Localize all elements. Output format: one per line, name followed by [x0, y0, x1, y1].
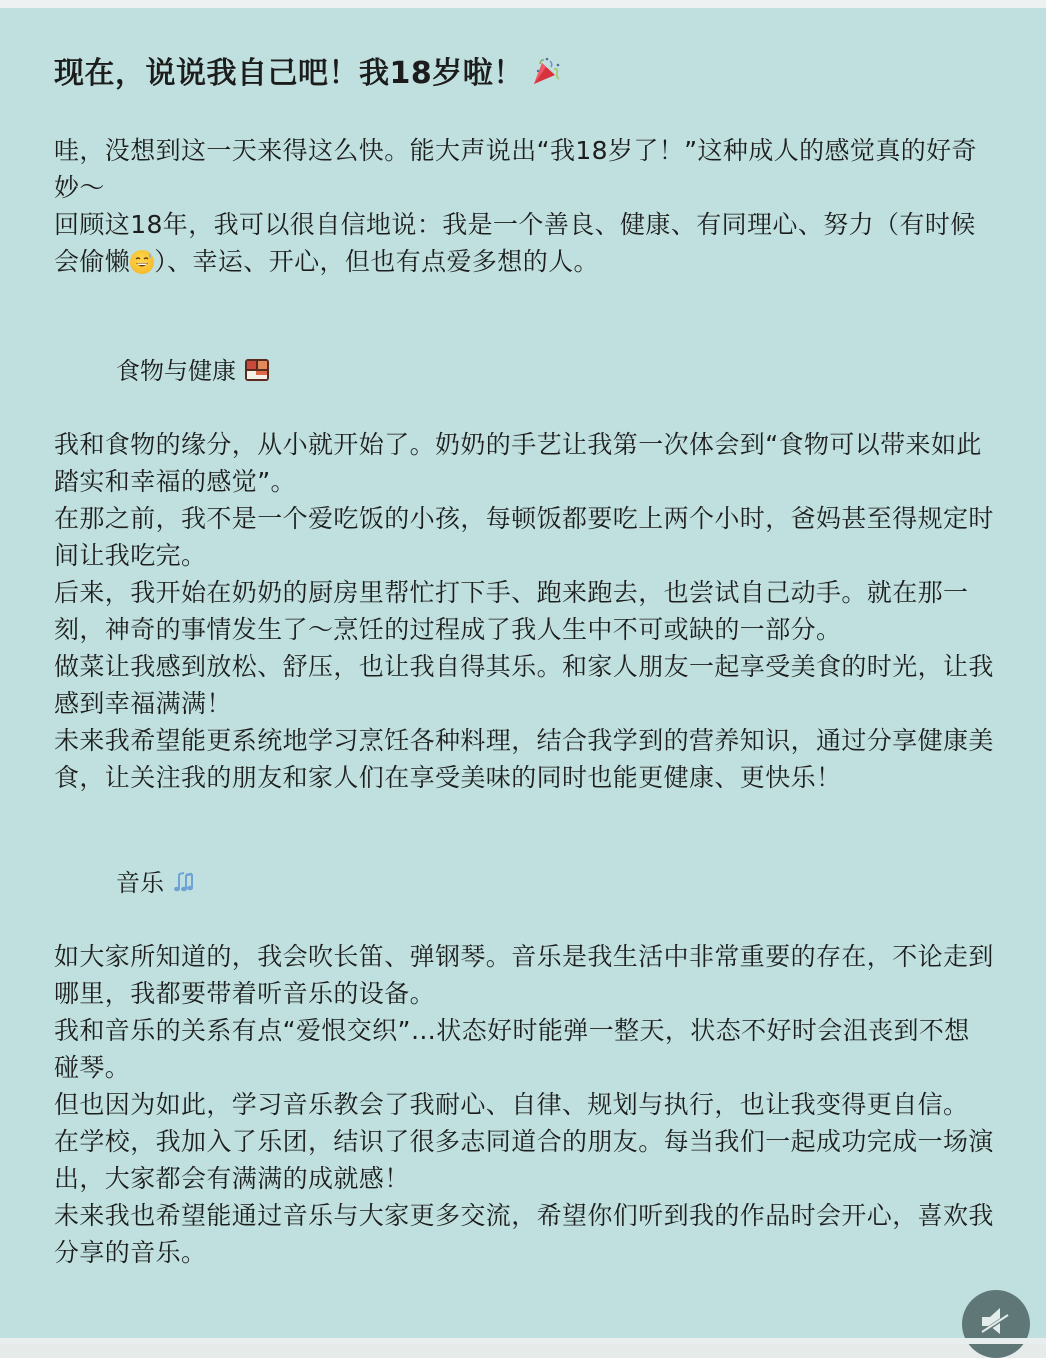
section-heading-food	[116, 354, 270, 392]
musical-notes-icon	[172, 869, 200, 904]
food-paragraph: 在那之前，我不是一个爱吃饭的小孩，每顿饭都要吃上两个小时，爸妈甚至得规定时间让我吃完。	[54, 504, 994, 570]
food-paragraph: 做菜让我感到放松、舒压，也让我自得其乐。和家人朋友一起享受美食的时光，让我感到幸福满满！	[54, 652, 994, 718]
music-paragraph: 未来我也希望能通过音乐与大家更多交流，希望你们听到我的作品时会开心，喜欢我分享的音乐。	[54, 1201, 994, 1267]
music-paragraph: 如大家所知道的，我会吹长笛、弹钢琴。音乐是我生活中非常重要的存在，不论走到哪里，我都要带着听音乐的设备。	[54, 942, 994, 1008]
food-paragraph: 后来，我开始在奶奶的厨房里帮忙打下手、跑来跑去，也尝试自己动手。就在那一刻，神奇的事情发生了～烹饪的过程成了我人生中不可或缺的一部分。	[54, 578, 969, 644]
music-section-body	[54, 938, 994, 1271]
section-heading-text: 音乐	[116, 869, 164, 897]
food-section-body	[54, 426, 994, 796]
mute-button[interactable]	[962, 1290, 1030, 1358]
speaker-muted-icon	[978, 1304, 1014, 1340]
section-heading-music	[116, 866, 200, 904]
intro-paragraph	[54, 132, 994, 280]
music-paragraph: 我和音乐的关系有点“爱恨交织”…状态好时能弹一整天，状态不好时会沮丧到不想碰琴。	[54, 1016, 970, 1082]
music-paragraph: 但也因为如此，学习音乐教会了我耐心、自律、规划与执行，也让我变得更自信。	[54, 1090, 969, 1119]
title-text: 现在，说说我自己吧！我18岁啦！	[54, 56, 524, 91]
document-title	[54, 52, 562, 96]
intro-line-text: ）、幸运、开心，但也有点爱多想的人。	[154, 247, 599, 276]
music-paragraph: 在学校，我加入了乐团，结识了很多志同道合的朋友。每当我们一起成功完成一场演出，大家都会有满满的成就感！	[54, 1127, 994, 1193]
top-border	[0, 0, 1046, 8]
grinning-sweat-emoji-icon	[130, 250, 154, 274]
food-paragraph: 我和食物的缘分，从小就开始了。奶奶的手艺让我第一次体会到“食物可以带来如此踏实和幸福的感觉”。	[54, 430, 982, 496]
intro-line: 哇，没想到这一天来得这么快。能大声说出“我18岁了！”这种成人的感觉真的好奇妙～	[54, 136, 977, 202]
intro-line	[54, 206, 994, 280]
intro-line-text: 回顾这18年，我可以很自信地说：我是一个善良、健康、有同理心、努力（有时候会偷懒	[54, 210, 976, 276]
food-paragraph: 未来我希望能更系统地学习烹饪各种料理，结合我学到的营养知识，通过分享健康美食，让关注我的朋友和家人们在享受美味的同时也能更健康、更快乐！	[54, 726, 994, 792]
bottom-border	[0, 1338, 1046, 1344]
party-popper-icon	[530, 55, 562, 87]
bento-box-icon	[244, 357, 270, 392]
section-heading-text: 食物与健康	[116, 357, 236, 385]
